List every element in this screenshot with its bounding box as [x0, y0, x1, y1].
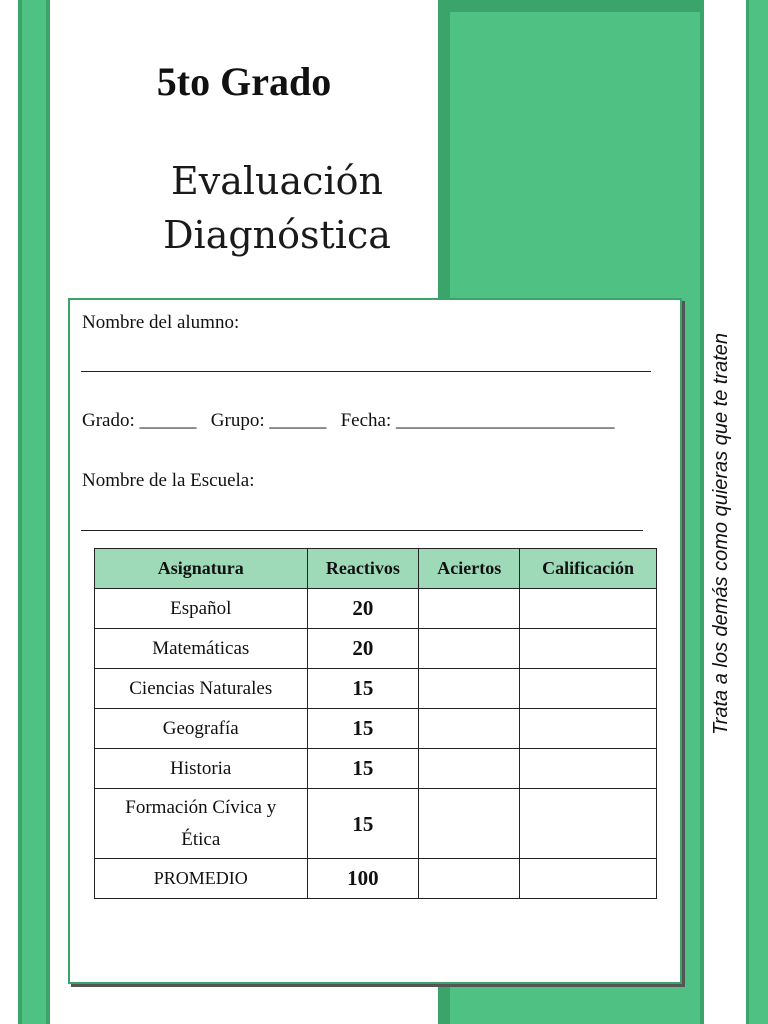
table-header-row [95, 549, 657, 589]
items-cell: 15 [307, 709, 419, 749]
table-row [95, 629, 657, 669]
motto-vertical-text: Trata a los demás como quieras que te traten [710, 332, 732, 736]
subject-cell: Español [95, 589, 308, 629]
items-cell: 20 [307, 629, 419, 669]
subject-cell: Historia [95, 749, 308, 789]
student-info-card [68, 298, 682, 984]
subject-cell: Matemáticas [95, 629, 308, 669]
aciertos-cell[interactable] [419, 669, 520, 709]
header-asignatura: Asignatura [95, 549, 308, 589]
aciertos-cell[interactable] [419, 749, 520, 789]
subject-line2: Ética [181, 828, 221, 850]
aciertos-cell[interactable] [419, 789, 520, 859]
aciertos-cell[interactable] [419, 629, 520, 669]
exam-title [50, 154, 504, 262]
grado-row [82, 410, 615, 432]
average-label-cell: PROMEDIO [95, 859, 308, 899]
grado-blank[interactable]: ______ [139, 410, 197, 431]
subject-cell: Geografía [95, 709, 308, 749]
table-row [95, 709, 657, 749]
student-name-line[interactable] [81, 371, 651, 372]
table-row [95, 589, 657, 629]
grado-label: Grado: [82, 410, 135, 431]
table-row [95, 789, 657, 859]
header-aciertos: Aciertos [419, 549, 520, 589]
subject-line1: Formación Cívica y [125, 796, 277, 818]
school-name-line[interactable] [81, 530, 643, 531]
calificacion-cell[interactable] [520, 589, 657, 629]
items-cell: 15 [307, 749, 419, 789]
aciertos-cell[interactable] [419, 589, 520, 629]
header-reactivos: Reactivos [307, 549, 419, 589]
table-row [95, 749, 657, 789]
exam-title-line1: Evaluación [171, 159, 383, 203]
calificacion-cell[interactable] [520, 629, 657, 669]
exam-title-line2: Diagnóstica [163, 213, 391, 257]
grade-title: 5to Grado [156, 59, 332, 104]
subject-cell [95, 789, 308, 859]
calificacion-cell[interactable] [520, 669, 657, 709]
school-name-label: Nombre de la Escuela: [82, 470, 255, 491]
header-calificacion: Calificación [520, 549, 657, 589]
far-right-green-band-inner [749, 0, 768, 1024]
aciertos-cell[interactable] [419, 859, 520, 899]
total-items-cell: 100 [307, 859, 419, 899]
calificacion-cell[interactable] [520, 709, 657, 749]
student-name-label: Nombre del alumno: [82, 312, 240, 333]
calificacion-cell[interactable] [520, 859, 657, 899]
grupo-label: Grupo: [210, 410, 265, 431]
fecha-label: Fecha: [340, 410, 392, 431]
aciertos-cell[interactable] [419, 709, 520, 749]
calificacion-cell[interactable] [520, 789, 657, 859]
table-row-average [95, 859, 657, 899]
calificacion-cell[interactable] [520, 749, 657, 789]
fecha-blank[interactable]: _______________________ [396, 410, 615, 431]
items-cell: 15 [307, 789, 419, 859]
items-cell: 15 [307, 669, 419, 709]
left-green-band-inner [22, 0, 46, 1024]
table-row [95, 669, 657, 709]
grupo-blank[interactable]: ______ [269, 410, 327, 431]
subject-cell: Ciencias Naturales [95, 669, 308, 709]
grades-table [94, 548, 657, 899]
items-cell: 20 [307, 589, 419, 629]
